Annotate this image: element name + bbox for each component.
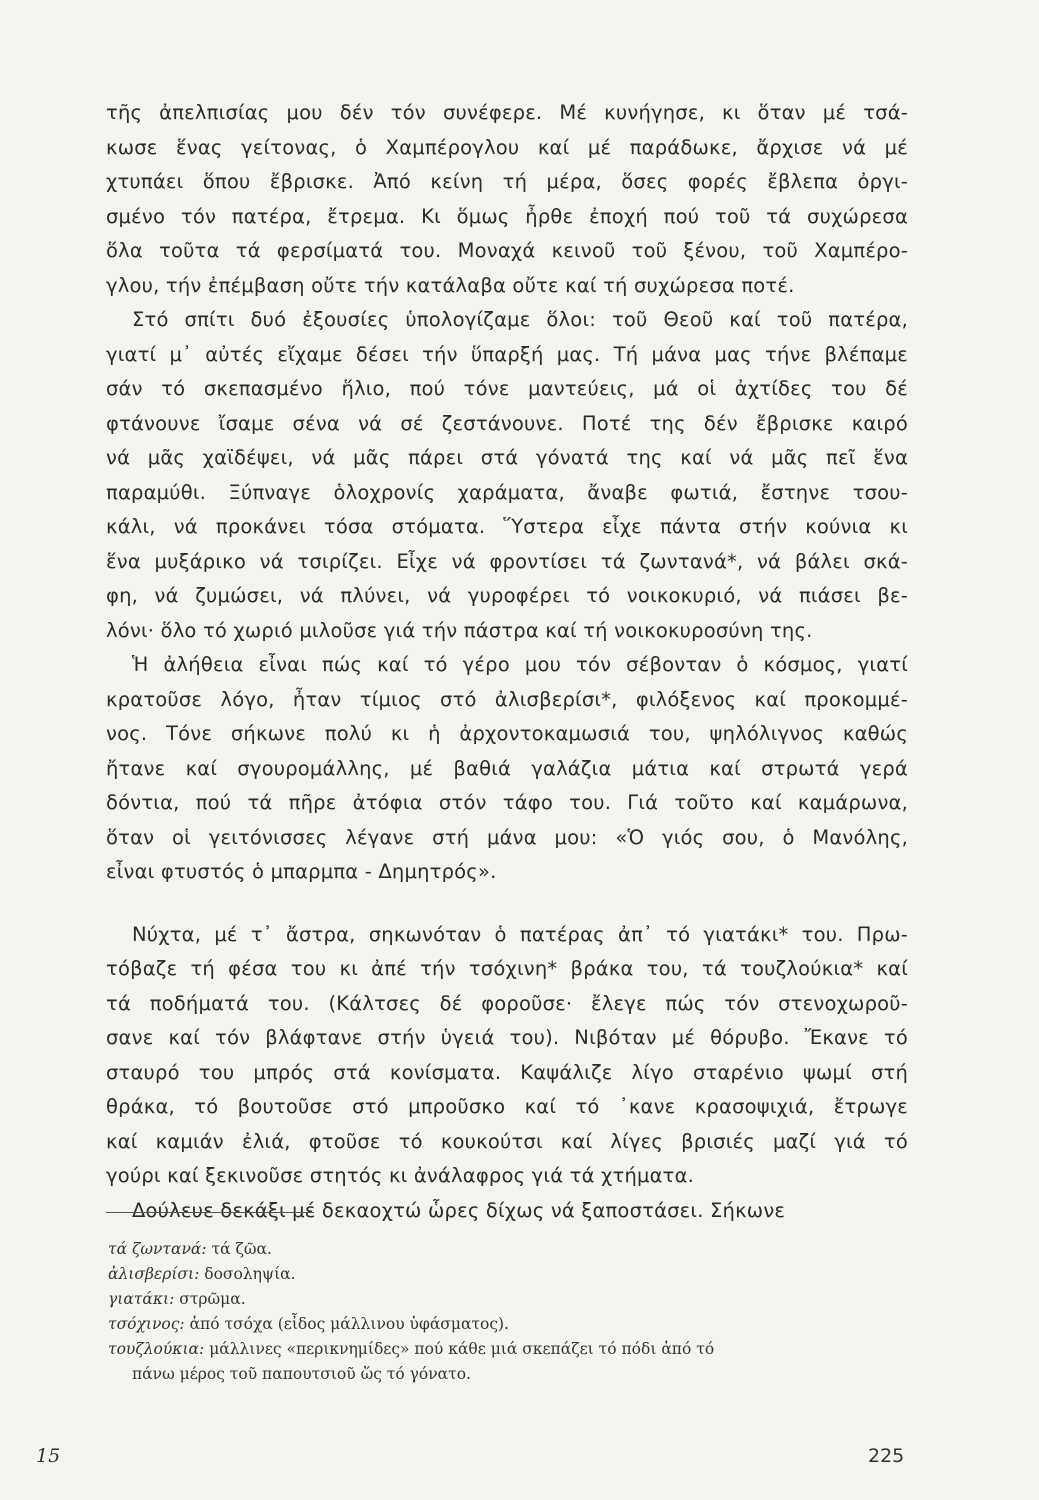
paragraph xyxy=(106,918,908,1194)
paragraph xyxy=(106,1194,908,1229)
text-line: θράκα, τό βουτοῦσε στό μπροῦσκο καί τό ᾽κανε κρασοψιχιά, ἔτρωγε xyxy=(106,1095,908,1118)
text-line: φη, νά ζυμώσει, νά πλύνει, νά γυροφέρει τό νοικοκυριό, νά πιάσει βε- xyxy=(106,584,908,607)
footnote-definition: δοσοληψία. xyxy=(204,1265,296,1283)
text-line: ἤτανε καί σγουρομάλλης, μέ βαθιά γαλάζια μάτια καί στρωτά γερά xyxy=(106,756,908,780)
text-line: δόντια, πού τά πῆρε ἀτόφια στόν τάφο του. Γιά τοῦτο καί καμάρωνα, xyxy=(106,791,908,814)
paragraph-gap xyxy=(106,890,908,918)
text-line: ὅταν οἱ γειτόνισσες λέγανε στή μάνα μου: «Ὁ γιός σου, ὁ Μανόλης, xyxy=(106,825,908,849)
text-line: κρατοῦσε λόγο, ἦταν τίμιος στό ἀλισβερίσι*, φιλόξενος καί προκομμέ- xyxy=(106,687,908,711)
body-text xyxy=(106,96,908,1228)
signature-mark: 15 xyxy=(36,1445,61,1467)
footnote-term: τουζλούκια: xyxy=(108,1340,205,1358)
footnotes xyxy=(108,1237,918,1387)
footnote xyxy=(108,1287,918,1312)
footnote-rule xyxy=(106,1212,314,1213)
footnote-term: τά ζωντανά: xyxy=(108,1240,207,1258)
text-line: κωσε ἕνας γείτονας, ὁ Χαμπέρογλου καί μέ παράδωκε, ἄρχισε νά μέ xyxy=(106,135,908,159)
text-line: ὅλα τοῦτα τά φερσίματά του. Μοναχά κεινοῦ τοῦ ξένου, τοῦ Χαμπέρο- xyxy=(106,239,908,262)
page-number: 225 xyxy=(868,1445,905,1467)
text-line: εἶναι φτυστός ὁ μπαρμπα - Δημητρός». xyxy=(106,860,497,883)
footnote-definition: μάλλινες «περικνημίδες» πού κάθε μιά σκεπάζει τό πόδι ἀπό τό xyxy=(209,1340,715,1358)
text-line: κάλι, νά προκάνει τόσα στόματα. Ὕστερα εἶχε πάντα στήν κούνια κι xyxy=(106,515,908,538)
text-line: Ἡ ἀλήθεια εἶναι πώς καί τό γέρο μου τόν σέβονταν ὁ κόσμος, γιατί xyxy=(132,653,908,676)
footnote xyxy=(108,1337,918,1362)
footnote-definition: στρῶμα. xyxy=(179,1290,246,1308)
footnote-definition: ἀπό τσόχα (εἶδος μάλλινου ὑφάσματος). xyxy=(189,1315,509,1333)
text-line: τά ποδήματά του. (Κάλτσες δέ φοροῦσε· ἔλεγε πώς τόν στενοχωροῦ- xyxy=(106,991,908,1015)
footnote-definition: τά ζῶα. xyxy=(211,1240,272,1258)
text-line: φτάνουνε ἴσαμε σένα νά σέ ζεστάνουνε. Ποτέ της δέν ἔβρισκε καιρό xyxy=(106,411,908,435)
text-line: σταυρό του μπρός στά κονίσματα. Καψάλιζε λίγο σταρένιο ψωμί στή xyxy=(106,1060,908,1084)
text-line: γιατί μ᾽ αὐτές εἴχαμε δέσει τήν ὕπαρξή μας. Τή μάνα μας τήνε βλέπαμε xyxy=(106,342,908,366)
text-line: γλου, τήν ἐπέμβαση οὔτε τήν κατάλαβα οὔτε καί τή συχώρεσα ποτέ. xyxy=(106,273,795,297)
text-line: γούρι καί ξεκινοῦσε στητός κι ἀνάλαφρος γιά τά χτήματα. xyxy=(106,1164,695,1187)
text-line: τόβαζε τή φέσα του κι ἀπέ τήν τσόχινη* βράκα του, τά τουζλούκια* καί xyxy=(106,957,908,980)
footnote-term: γιατάκι: xyxy=(108,1290,175,1308)
text-line: λόνι· ὅλο τό χωριό μιλοῦσε γιά τήν πάστρα καί τή νοικοκυροσύνη της. xyxy=(106,618,813,642)
footnote-continuation: πάνω μέρος τοῦ παπουτσιοῦ ὥς τό γόνατο. xyxy=(132,1365,471,1383)
text-line: νος. Τόνε σήκωνε πολύ κι ἡ ἀρχοντοκαμωσιά του, ψηλόλιγνος καθώς xyxy=(106,722,908,745)
text-line: σμένο τόν πατέρα, ἔτρεμα. Κι ὅμως ἦρθε ἐποχή πού τοῦ τά συχώρεσα xyxy=(106,204,908,228)
text-line: σάν τό σκεπασμένο ἥλιο, πού τόνε μαντεύεις, μά οἱ ἀχτίδες του δέ xyxy=(106,377,908,400)
paragraph xyxy=(106,648,908,890)
footnote xyxy=(108,1262,918,1287)
footnote xyxy=(108,1312,918,1337)
text-line: νά μᾶς χαϊδέψει, νά μᾶς πάρει στά γόνατά της καί νά μᾶς πεῖ ἕνα xyxy=(106,446,908,469)
footnote-term: ἀλισβερίσι: xyxy=(108,1265,200,1283)
text-line: παραμύθι. Ξύπναγε ὁλοχρονίς χαράματα, ἄναβε φωτιά, ἔστηνε τσου- xyxy=(106,480,908,504)
text-line: ἕνα μυξάρικο νά τσιρίζει. Εἶχε νά φροντίσει τά ζωντανά*, νά βάλει σκά- xyxy=(106,549,908,573)
text-line: σανε καί τόν βλάφτανε στήν ὑγειά του). Νιβόταν μέ θόρυβο. Ἔκανε τό xyxy=(106,1026,908,1049)
text-line: χτυπάει ὅπου ἔβρισκε. Ἀπό κείνη τή μέρα, ὅσες φορές ἔβλεπα ὀργι- xyxy=(106,170,908,193)
footnote xyxy=(108,1237,918,1262)
text-line: τῆς ἀπελπισίας μου δέν τόν συνέφερε. Μέ κυνήγησε, κι ὅταν μέ τσά- xyxy=(106,101,908,124)
text-line: Στό σπίτι δυό ἐξουσίες ὑπολογίζαμε ὅλοι: τοῦ Θεοῦ καί τοῦ πατέρα, xyxy=(132,308,908,331)
text-line: καί καμιάν ἐλιά, φτοῦσε τό κουκούτσι καί λίγες βρισιές μαζί γιά τό xyxy=(106,1129,908,1153)
text-line: Νύχτα, μέ τ᾽ ἄστρα, σηκωνόταν ὁ πατέρας ἀπ᾽ τό γιατάκι* του. Πρω- xyxy=(132,922,908,946)
footnote-term: τσόχινος: xyxy=(108,1315,185,1333)
paragraph xyxy=(106,303,908,648)
paragraph xyxy=(106,96,908,303)
text-line: Δούλευε δεκάξι μέ δεκαοχτώ ὧρες δίχως νά ξαποστάσει. Σήκωνε xyxy=(132,1198,786,1222)
